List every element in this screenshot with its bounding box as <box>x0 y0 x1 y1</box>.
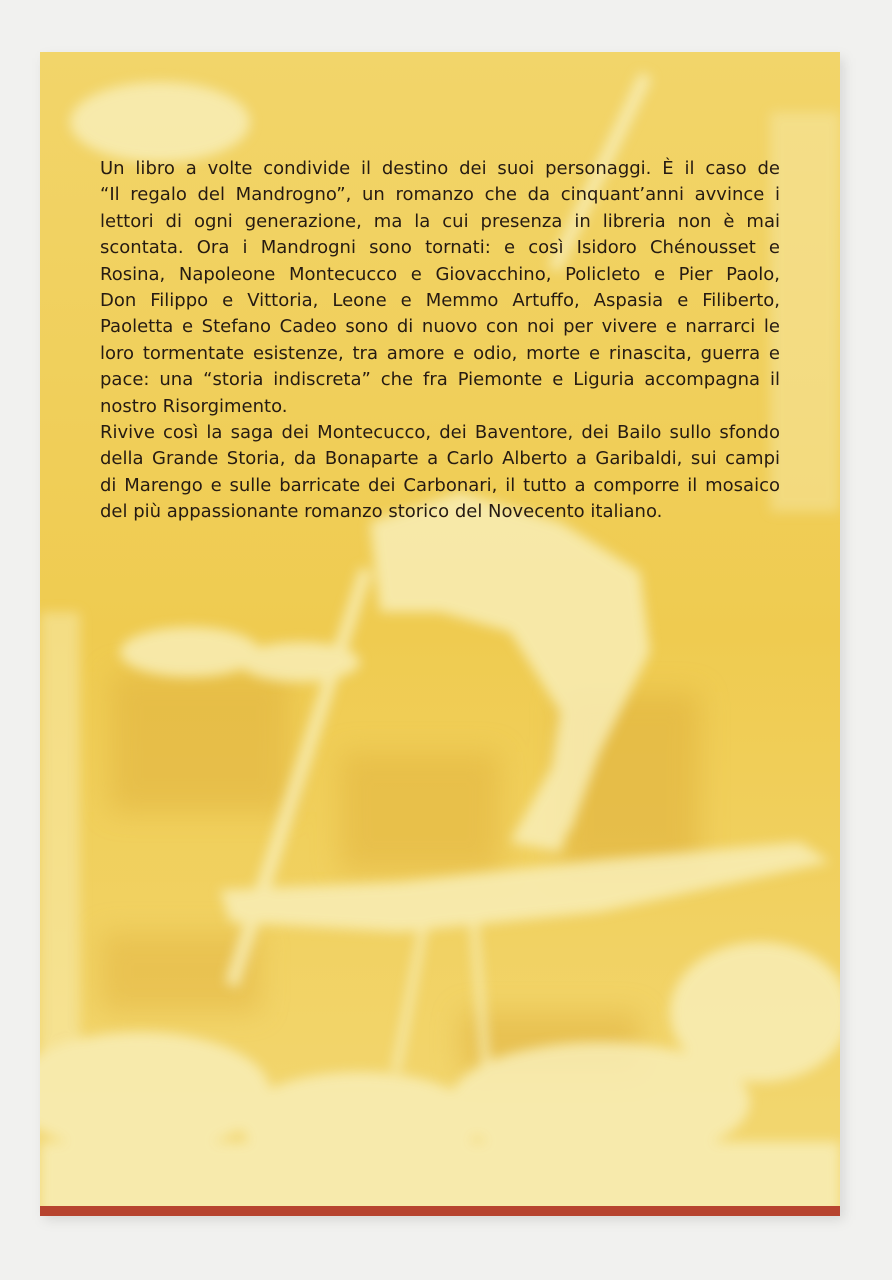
blurb-line: Rivive così la saga dei Montecucco, dei Baventore, dei Bailo sullo sfondo <box>100 422 780 444</box>
book-bottom-edge <box>40 1206 840 1216</box>
blurb-line: di Marengo e sulle barricate dei Carbonari, il tutto a comporre il mosaico <box>100 474 780 496</box>
blurb-line: Don Filippo e Vittoria, Leone e Memmo Artuffo, Aspasia e Filiberto, <box>100 290 780 312</box>
book-back-cover <box>40 52 840 1216</box>
blurb-line: Un libro a volte condivide il destino dei suoi personaggi. È il caso de <box>100 158 780 179</box>
blurb-line: Paoletta e Stefano Cadeo sono di nuovo con noi per vivere e narrarci le <box>100 316 780 338</box>
blurb-line: nostro Risorgimento. <box>100 395 288 417</box>
blurb-line: Rosina, Napoleone Montecucco e Giovacchino, Policleto e Pier Paolo, <box>100 263 780 285</box>
blurb-line: “Il regalo del Mandrogno”, un romanzo che da cinquant’anni avvince i <box>100 184 780 206</box>
blurb-paragraph-1 <box>100 156 780 420</box>
blurb-line: della Grande Storia, da Bonaparte a Carlo Alberto a Garibaldi, sui campi <box>100 448 780 470</box>
blurb-line: loro tormentate esistenze, tra amore e odio, morte e rinascita, guerra e <box>100 342 780 364</box>
blurb-line: del più appassionante romanzo storico del Novecento italiano. <box>100 501 663 523</box>
back-cover-blurb <box>100 156 780 526</box>
blurb-line: lettori di ogni generazione, ma la cui presenza in libreria non è mai <box>100 210 780 232</box>
blurb-line: pace: una “storia indiscreta” che fra Piemonte e Liguria accompagna il <box>100 369 780 391</box>
blurb-paragraph-2 <box>100 420 780 526</box>
blurb-line: scontata. Ora i Mandrogni sono tornati: e così Isidoro Chénousset e <box>100 237 780 259</box>
